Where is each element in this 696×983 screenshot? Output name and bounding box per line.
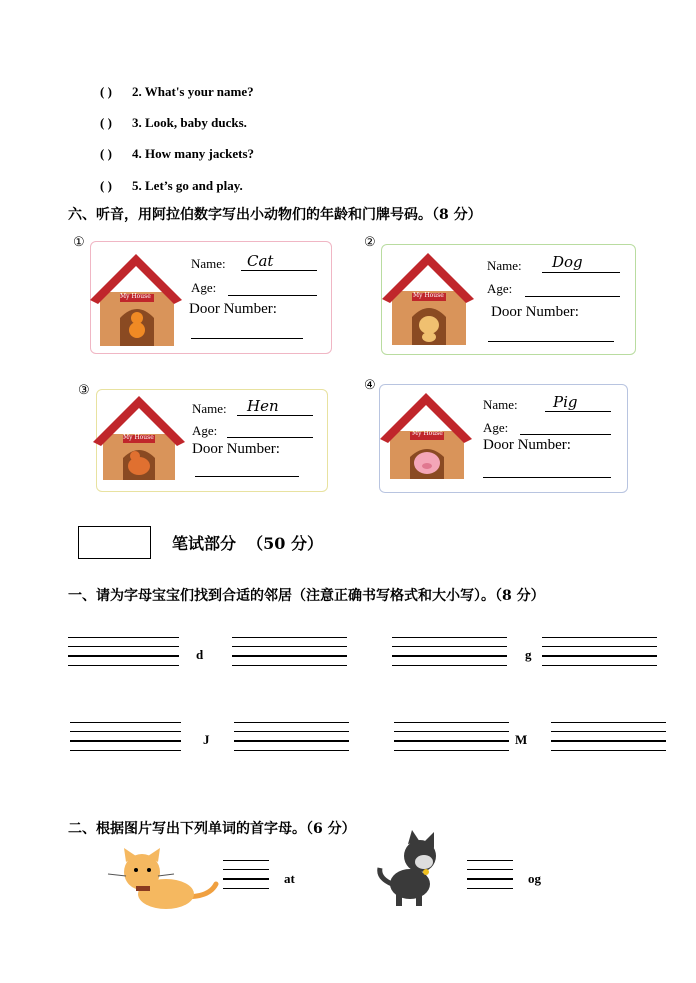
cat-picture-icon — [104, 848, 222, 914]
writing-lines[interactable] — [234, 722, 349, 759]
house-sign: My House — [120, 293, 151, 300]
answer-paren[interactable]: ( ) — [100, 178, 112, 193]
question-text: 5. Let’s go and play. — [132, 178, 243, 193]
card-number: ① — [73, 235, 85, 250]
name-value: Hen — [247, 397, 279, 415]
writing-lines[interactable] — [70, 722, 181, 759]
writing-lines[interactable] — [467, 860, 513, 897]
door-label: Door Number: — [491, 304, 579, 320]
answer-paren[interactable]: ( ) — [100, 115, 112, 130]
question-text: 2. What's your name? — [132, 84, 254, 99]
age-line[interactable] — [520, 434, 611, 435]
written-title — [172, 531, 323, 554]
door-line[interactable] — [191, 338, 303, 339]
name-label: Name: — [192, 401, 227, 416]
writing-lines[interactable] — [394, 722, 509, 759]
writing-lines[interactable] — [68, 637, 179, 674]
age-label: Age: — [192, 423, 218, 438]
card-dog — [381, 244, 636, 355]
writing-lines[interactable] — [223, 860, 269, 897]
answer-paren[interactable]: ( ) — [100, 84, 112, 99]
answer-paren[interactable]: ( ) — [100, 146, 112, 161]
name-line[interactable] — [545, 411, 611, 412]
name-value: Pig — [553, 393, 578, 411]
name-label: Name: — [483, 397, 518, 412]
question-text: 4. How many jackets? — [132, 146, 255, 161]
age-line[interactable] — [228, 295, 317, 296]
name-label: Name: — [487, 258, 522, 273]
letter-d: d — [196, 647, 204, 662]
door-line[interactable] — [195, 476, 299, 477]
letter-g: g — [525, 647, 532, 662]
dog-picture-icon — [374, 830, 448, 908]
age-line[interactable] — [525, 296, 620, 297]
name-line[interactable] — [237, 415, 313, 416]
door-label: Door Number: — [483, 437, 571, 453]
house-sign: My House — [413, 292, 444, 299]
card-pig — [379, 384, 628, 493]
card-hen — [96, 389, 328, 492]
question-2 — [100, 84, 254, 100]
question-4 — [100, 146, 254, 162]
door-label: Door Number: — [189, 301, 277, 317]
door-line[interactable] — [488, 341, 614, 342]
name-value: Dog — [552, 253, 583, 271]
letter-J: J — [203, 732, 210, 747]
name-value: Cat — [247, 252, 274, 270]
word-ending-og: og — [528, 871, 541, 886]
door-label: Door Number: — [192, 441, 280, 457]
card-number: ② — [364, 235, 376, 250]
name-line[interactable] — [241, 270, 317, 271]
question-text: 3. Look, baby ducks. — [132, 115, 247, 130]
question-3 — [100, 115, 247, 131]
age-label: Age: — [487, 281, 513, 296]
score-box[interactable] — [78, 526, 151, 559]
door-line[interactable] — [483, 477, 611, 478]
age-line[interactable] — [227, 437, 313, 438]
section-1-title: 一、请为字母宝宝们找到合适的邻居（注意正确书写格式和大小写）。（8 分） — [68, 588, 545, 604]
question-5 — [100, 178, 243, 194]
card-cat — [90, 241, 332, 354]
house-sign: My House — [123, 434, 154, 441]
card-number: ④ — [364, 378, 376, 393]
age-label: Age: — [483, 420, 509, 435]
word-ending-at: at — [284, 871, 295, 886]
name-label: Name: — [191, 256, 226, 271]
writing-lines[interactable] — [542, 637, 657, 674]
age-label: Age: — [191, 280, 217, 295]
written-title-text: 笔试部分 — [172, 534, 237, 553]
section-2-title: 二、根据图片写出下列单词的首字母。（6 分） — [68, 821, 356, 837]
house-sign: My House — [412, 430, 443, 437]
writing-lines[interactable] — [551, 722, 666, 759]
name-line[interactable] — [542, 272, 620, 273]
letter-M: M — [515, 732, 528, 747]
writing-lines[interactable] — [232, 637, 347, 674]
section-6-title: 六、听音，用阿拉伯数字写出小动物们的年龄和门牌号码。（8 分） — [68, 207, 482, 223]
written-score: （50 分） — [247, 534, 323, 553]
card-number: ③ — [78, 383, 90, 398]
writing-lines[interactable] — [392, 637, 507, 674]
